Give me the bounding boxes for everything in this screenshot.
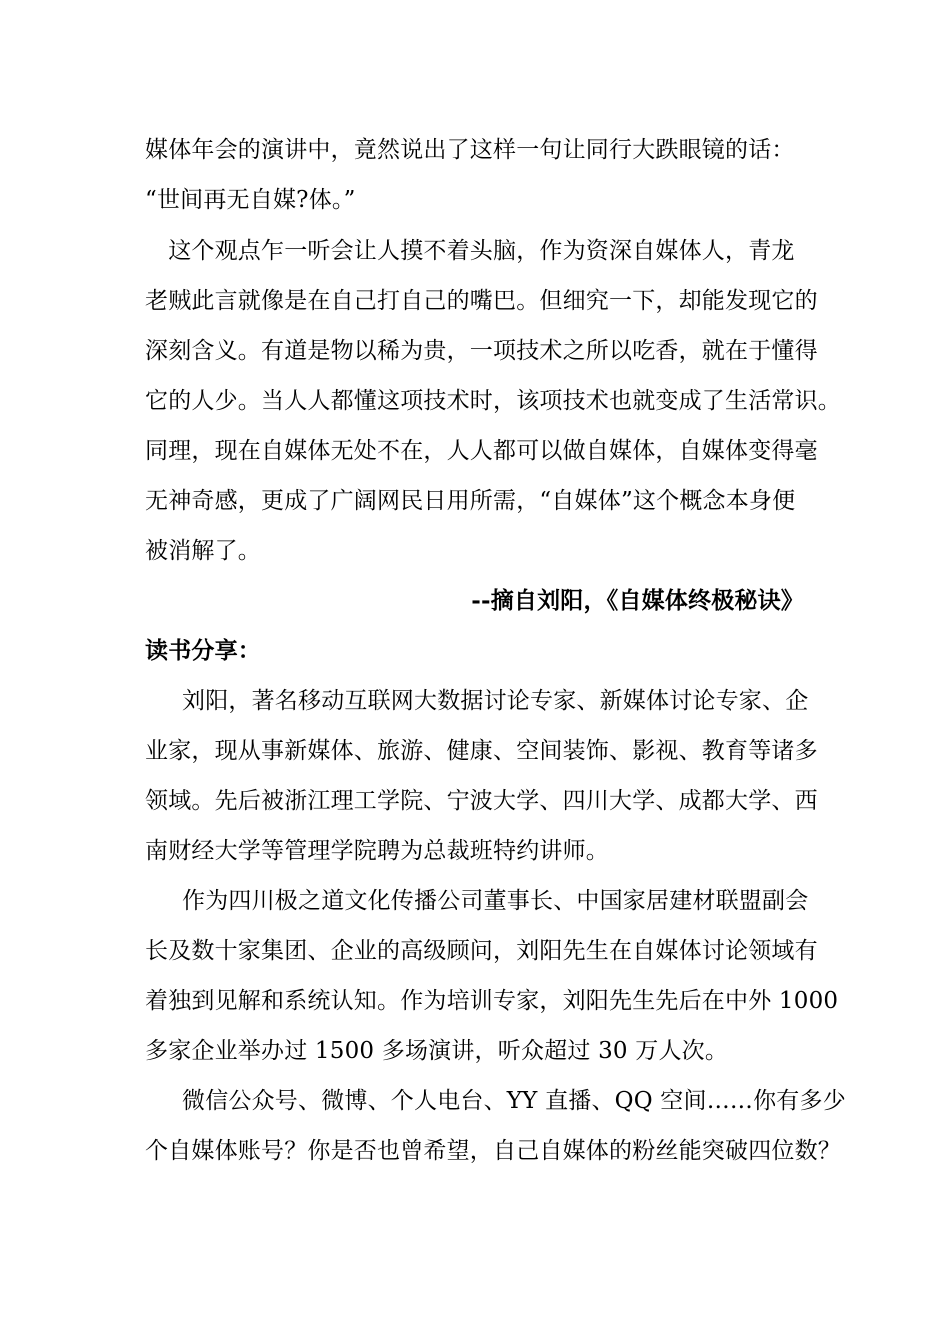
passage-line: 它的人少。当人人都懂这项技术时，该项技术也就变成了生活常识。 [145,388,841,414]
paragraph-line: 多家企业举办过 1500 多场演讲，听众超过 30 万人次。 [145,1038,729,1064]
paragraph-line: 着独到见解和系统认知。作为培训专家，刘阳先生先后在中外 1000 [145,988,839,1014]
paragraph-line: 微信公众号、微博、个人电台、YY 直播、QQ 空间……你有多少 [182,1088,846,1114]
passage-line: 被消解了。 [145,538,261,564]
passage-line: 这个观点乍一听会让人摸不着头脑，作为资深自媒体人，青龙 [145,238,795,264]
passage-line: 深刻含义。有道是物以稀为贵，一项技术之所以吃香，就在于懂得 [145,338,818,364]
passage-line: 老贼此言就像是在自己打自己的嘴巴。但细究一下，却能发现它的 [145,288,818,314]
section-heading: 读书分享： [145,637,261,664]
attribution: --摘自刘阳，《自媒体终极秘诀》 [471,587,804,614]
paragraph-line: 长及数十家集团、企业的高级顾问，刘阳先生在自媒体讨论领域有 [145,938,818,964]
paragraph-line: 作为四川极之道文化传播公司董事长、中国家居建材联盟副会 [182,888,809,914]
passage-line: 媒体年会的演讲中，竟然说出了这样一句让同行大跌眼镜的话： [145,137,795,163]
passage-line: “世间再无自媒?体。” [145,187,356,213]
passage-line: 无神奇感，更成了广阔网民日用所需，“自媒体”这个概念本身便 [145,488,796,514]
paragraph-line: 业家，现从事新媒体、旅游、健康、空间装饰、影视、教育等诸多 [145,738,818,764]
passage-line: 同理，现在自媒体无处不在，人人都可以做自媒体，自媒体变得毫 [145,438,818,464]
paragraph-line: 领域。先后被浙江理工学院、宁波大学、四川大学、成都大学、西 [145,788,818,814]
paragraph-line: 南财经大学等管理学院聘为总裁班特约讲师。 [145,838,609,864]
paragraph-line: 刘阳，著名移动互联网大数据讨论专家、新媒体讨论专家、企 [182,688,809,714]
paragraph-line: 个自媒体账号？你是否也曾希望，自己自媒体的粉丝能突破四位数？ [145,1138,841,1164]
